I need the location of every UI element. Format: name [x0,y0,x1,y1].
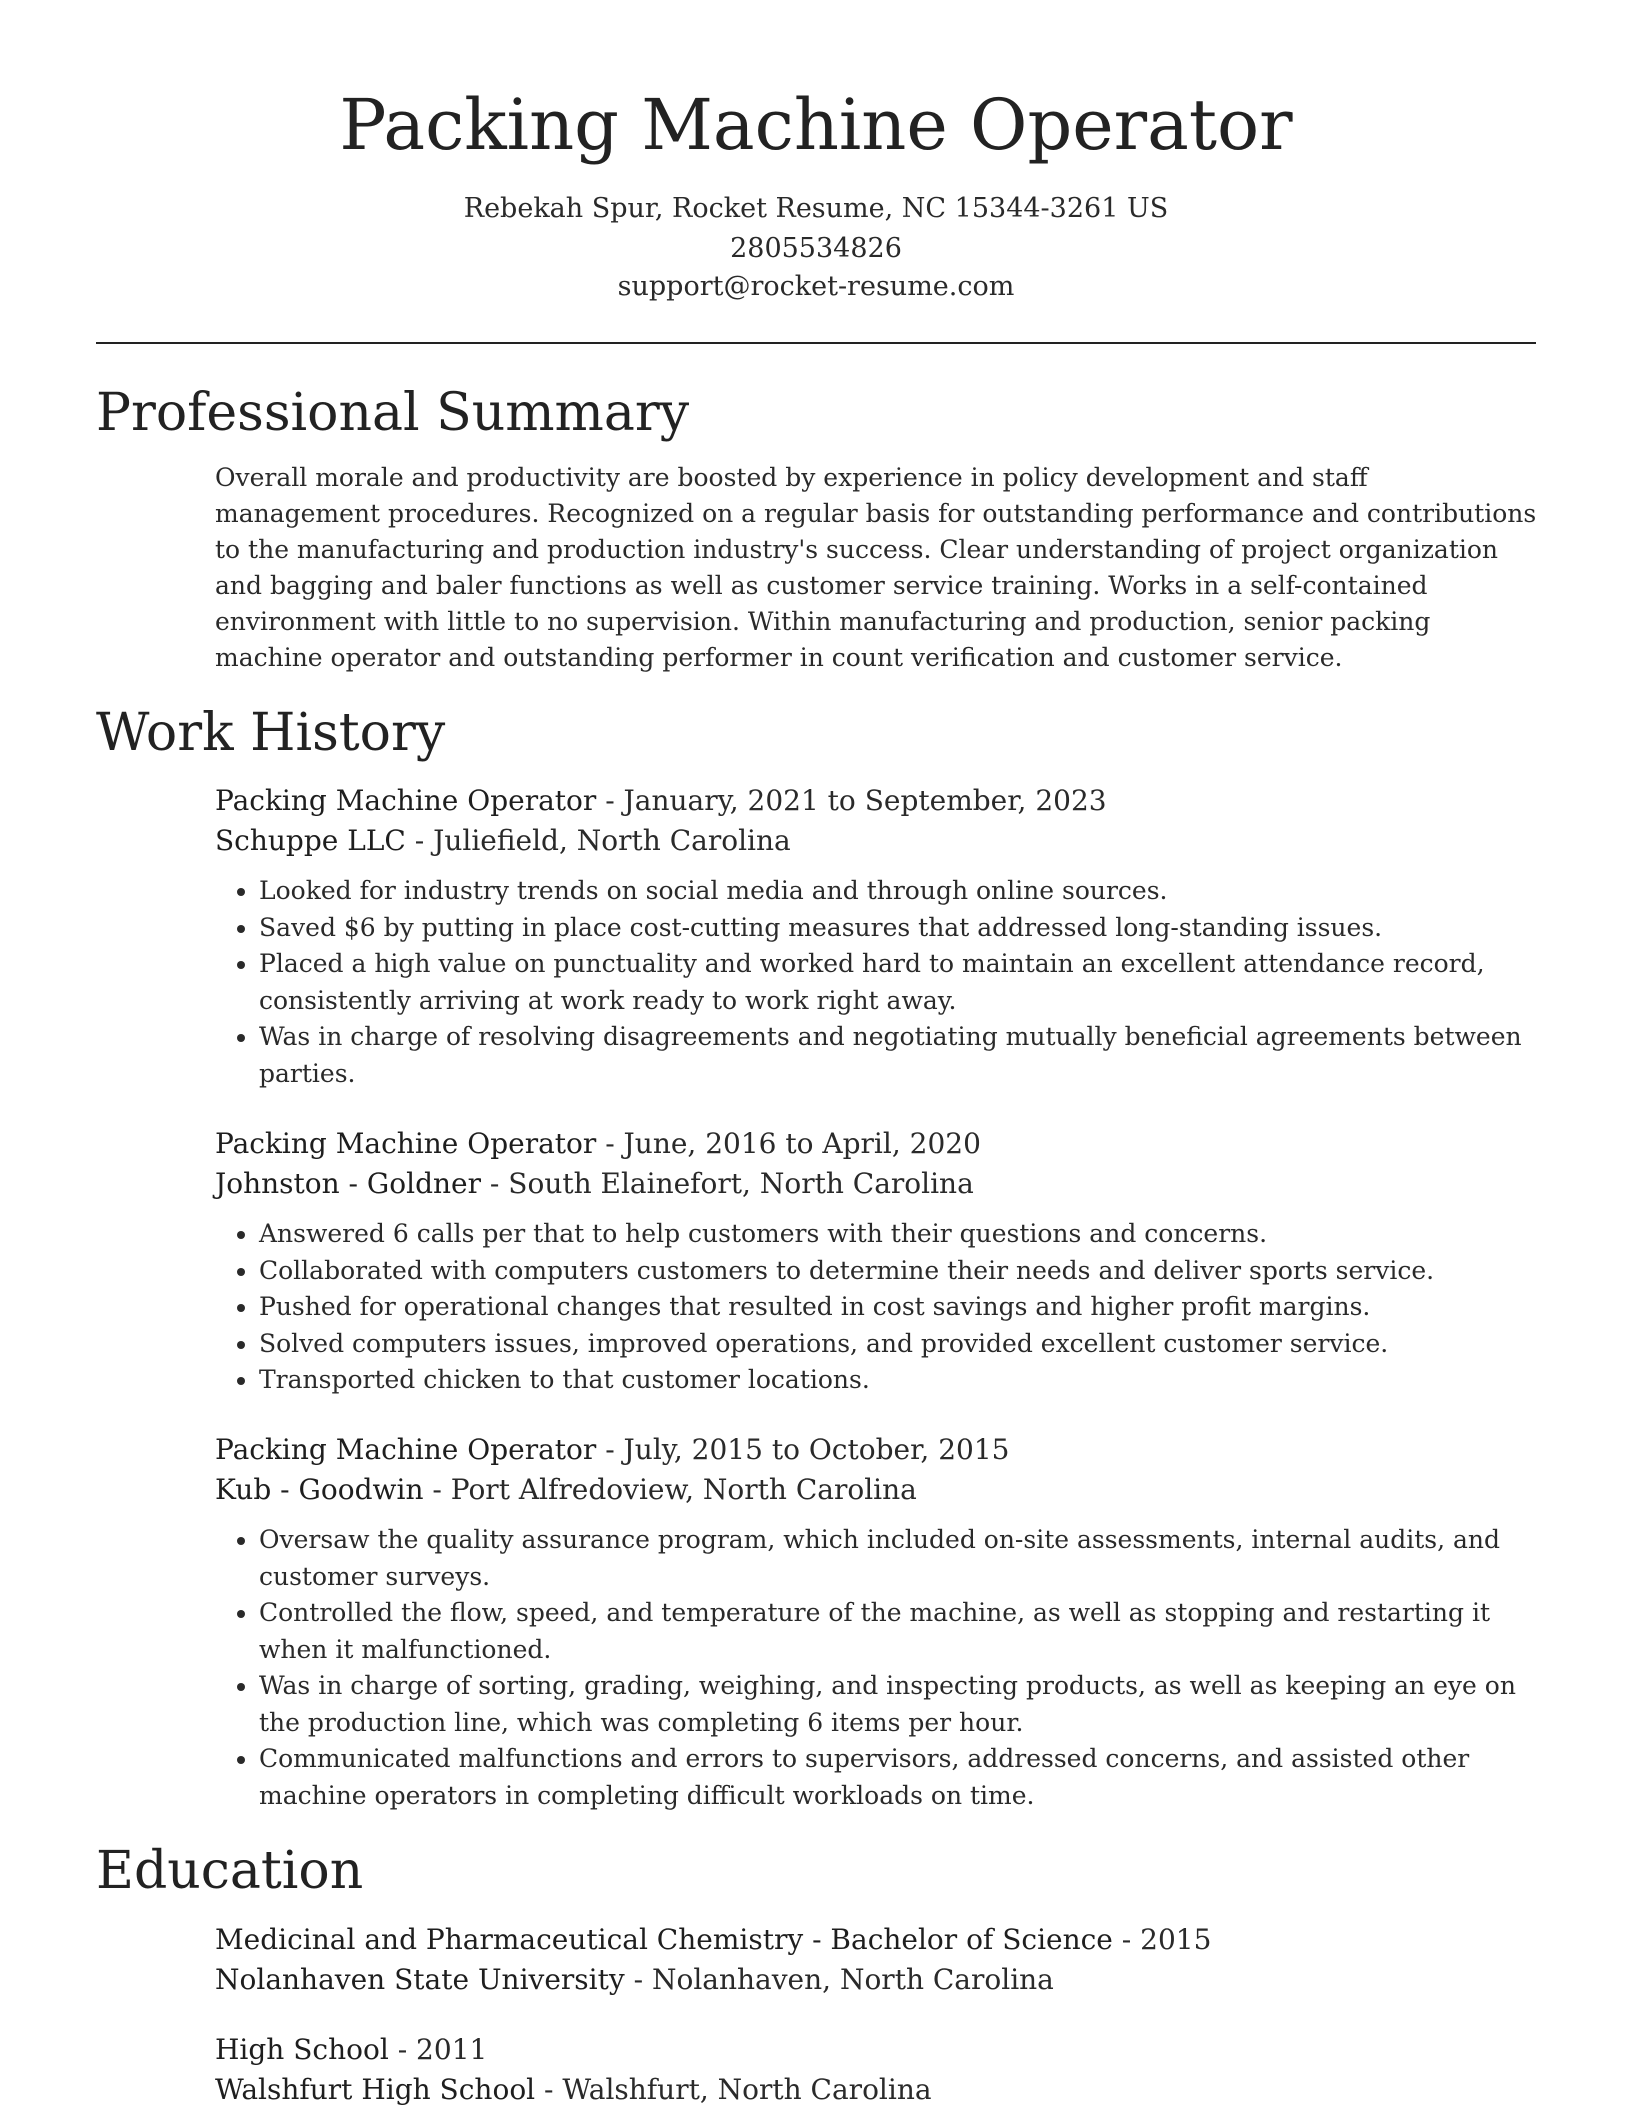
job-location: - Juliefield, North Carolina [405,824,791,857]
job-bullet: • Placed a high value on punctuality and worked hard to maintain an excellent attendance record, consistently arriving at work ready to work right away. [259,946,1540,1019]
job-bullet: • Transported chicken to that customer locations. [259,1362,1540,1399]
job-bullets [215,873,1540,1092]
education-entry [215,1920,1540,2000]
job-bullet: • Communicated malfunctions and errors to supervisors, addressed concerns, and assisted other machine operators in completing difficult workloads on time. [259,1741,1540,1814]
summary-text: Overall morale and productivity are boosted by experience in policy development and staff management procedures. Recognized on a regular basis for outstanding performance and contributions to the manufacturing and production industry's success. Clear understanding of project organization and bagging and baler functions as well as customer service training. Works in a self-contained environment with little to no supervision. Within manufacturing and production, senior packing machine operator and outstanding performer in count verification and customer service. [215,463,1537,672]
job-bullet: • Was in charge of sorting, grading, weighing, and inspecting products, as well as keeping an eye on the production line, which was completing 6 items per hour. [259,1668,1540,1741]
education-degree: High School [215,2033,389,2066]
education-degree-line [215,2030,1540,2070]
job-dates: - January, 2021 to September, 2023 [596,784,1107,817]
education-school: Walshfurt High School [215,2073,536,2106]
job-dates: - July, 2015 to October, 2015 [596,1433,1010,1466]
job-bullet: • Oversaw the quality assurance program, which included on-site assessments, internal audits, and customer surveys. [259,1522,1540,1595]
education-location: - Walshfurt, North Carolina [535,2073,932,2106]
job-entry [215,1430,1540,1814]
education-year: - 2011 [388,2033,488,2066]
contact-address: Rebekah Spur, Rocket Resume, NC 15344-3261 US [463,193,1169,224]
job-title: Packing Machine Operator [215,1127,597,1160]
job-bullet: • Pushed for operational changes that resulted in cost savings and higher profit margins. [259,1289,1540,1326]
job-bullet: • Answered 6 calls per that to help customers with their questions and concerns. [259,1216,1540,1253]
resume-title: Packing Machine Operator [339,84,1293,166]
job-title: Packing Machine Operator [215,1433,597,1466]
job-bullet: • Was in charge of resolving disagreements and negotiating mutually beneficial agreements between parties. [259,1019,1540,1092]
job-title-line [215,1430,1540,1470]
education-school-line [215,1960,1540,2000]
summary-heading: Professional Summary [96,383,690,443]
education-entry [215,2030,1540,2110]
job-title-line [215,1124,1540,1164]
work-history-heading: Work History [96,703,446,763]
job-company: Schuppe LLC [215,824,406,857]
job-bullet: • Saved $6 by putting in place cost-cutting measures that addressed long-standing issues. [259,910,1540,947]
education-school-line [215,2070,1540,2110]
job-entry [215,1124,1540,1399]
education-location: - Nolanhaven, North Carolina [624,1963,1054,1996]
job-company: Kub - Goodwin [215,1473,424,1506]
job-bullet: • Controlled the flow, speed, and temperature of the machine, as well as stopping and restarting it when it malfunctioned. [259,1595,1540,1668]
education-heading: Education [96,1841,364,1901]
education-year: - 2015 [1112,1923,1212,1956]
job-location: - South Elainefort, North Carolina [481,1167,974,1200]
contact-email: support@rocket-resume.com [617,271,1015,302]
education-degree: Medicinal and Pharmaceutical Chemistry - Bachelor of Science [215,1923,1113,1956]
job-bullet: • Looked for industry trends on social media and through online sources. [259,873,1540,910]
job-location: - Port Alfredoview, North Carolina [423,1473,917,1506]
job-bullets [215,1216,1540,1399]
job-entry [215,781,1540,1092]
job-company-line [215,821,1540,861]
job-bullets [215,1522,1540,1814]
job-bullet: • Collaborated with computers customers to determine their needs and deliver sports service. [259,1253,1540,1290]
contact-phone: 2805534826 [730,233,902,264]
job-company: Johnston - Goldner [215,1167,482,1200]
education-degree-line [215,1920,1540,1960]
job-company-line [215,1470,1540,1510]
header-divider [96,342,1536,344]
job-bullet: • Solved computers issues, improved operations, and provided excellent customer service. [259,1326,1540,1363]
job-dates: - June, 2016 to April, 2020 [596,1127,981,1160]
job-title-line [215,781,1540,821]
job-company-line [215,1164,1540,1204]
job-title: Packing Machine Operator [215,784,597,817]
education-school: Nolanhaven State University [215,1963,625,1996]
